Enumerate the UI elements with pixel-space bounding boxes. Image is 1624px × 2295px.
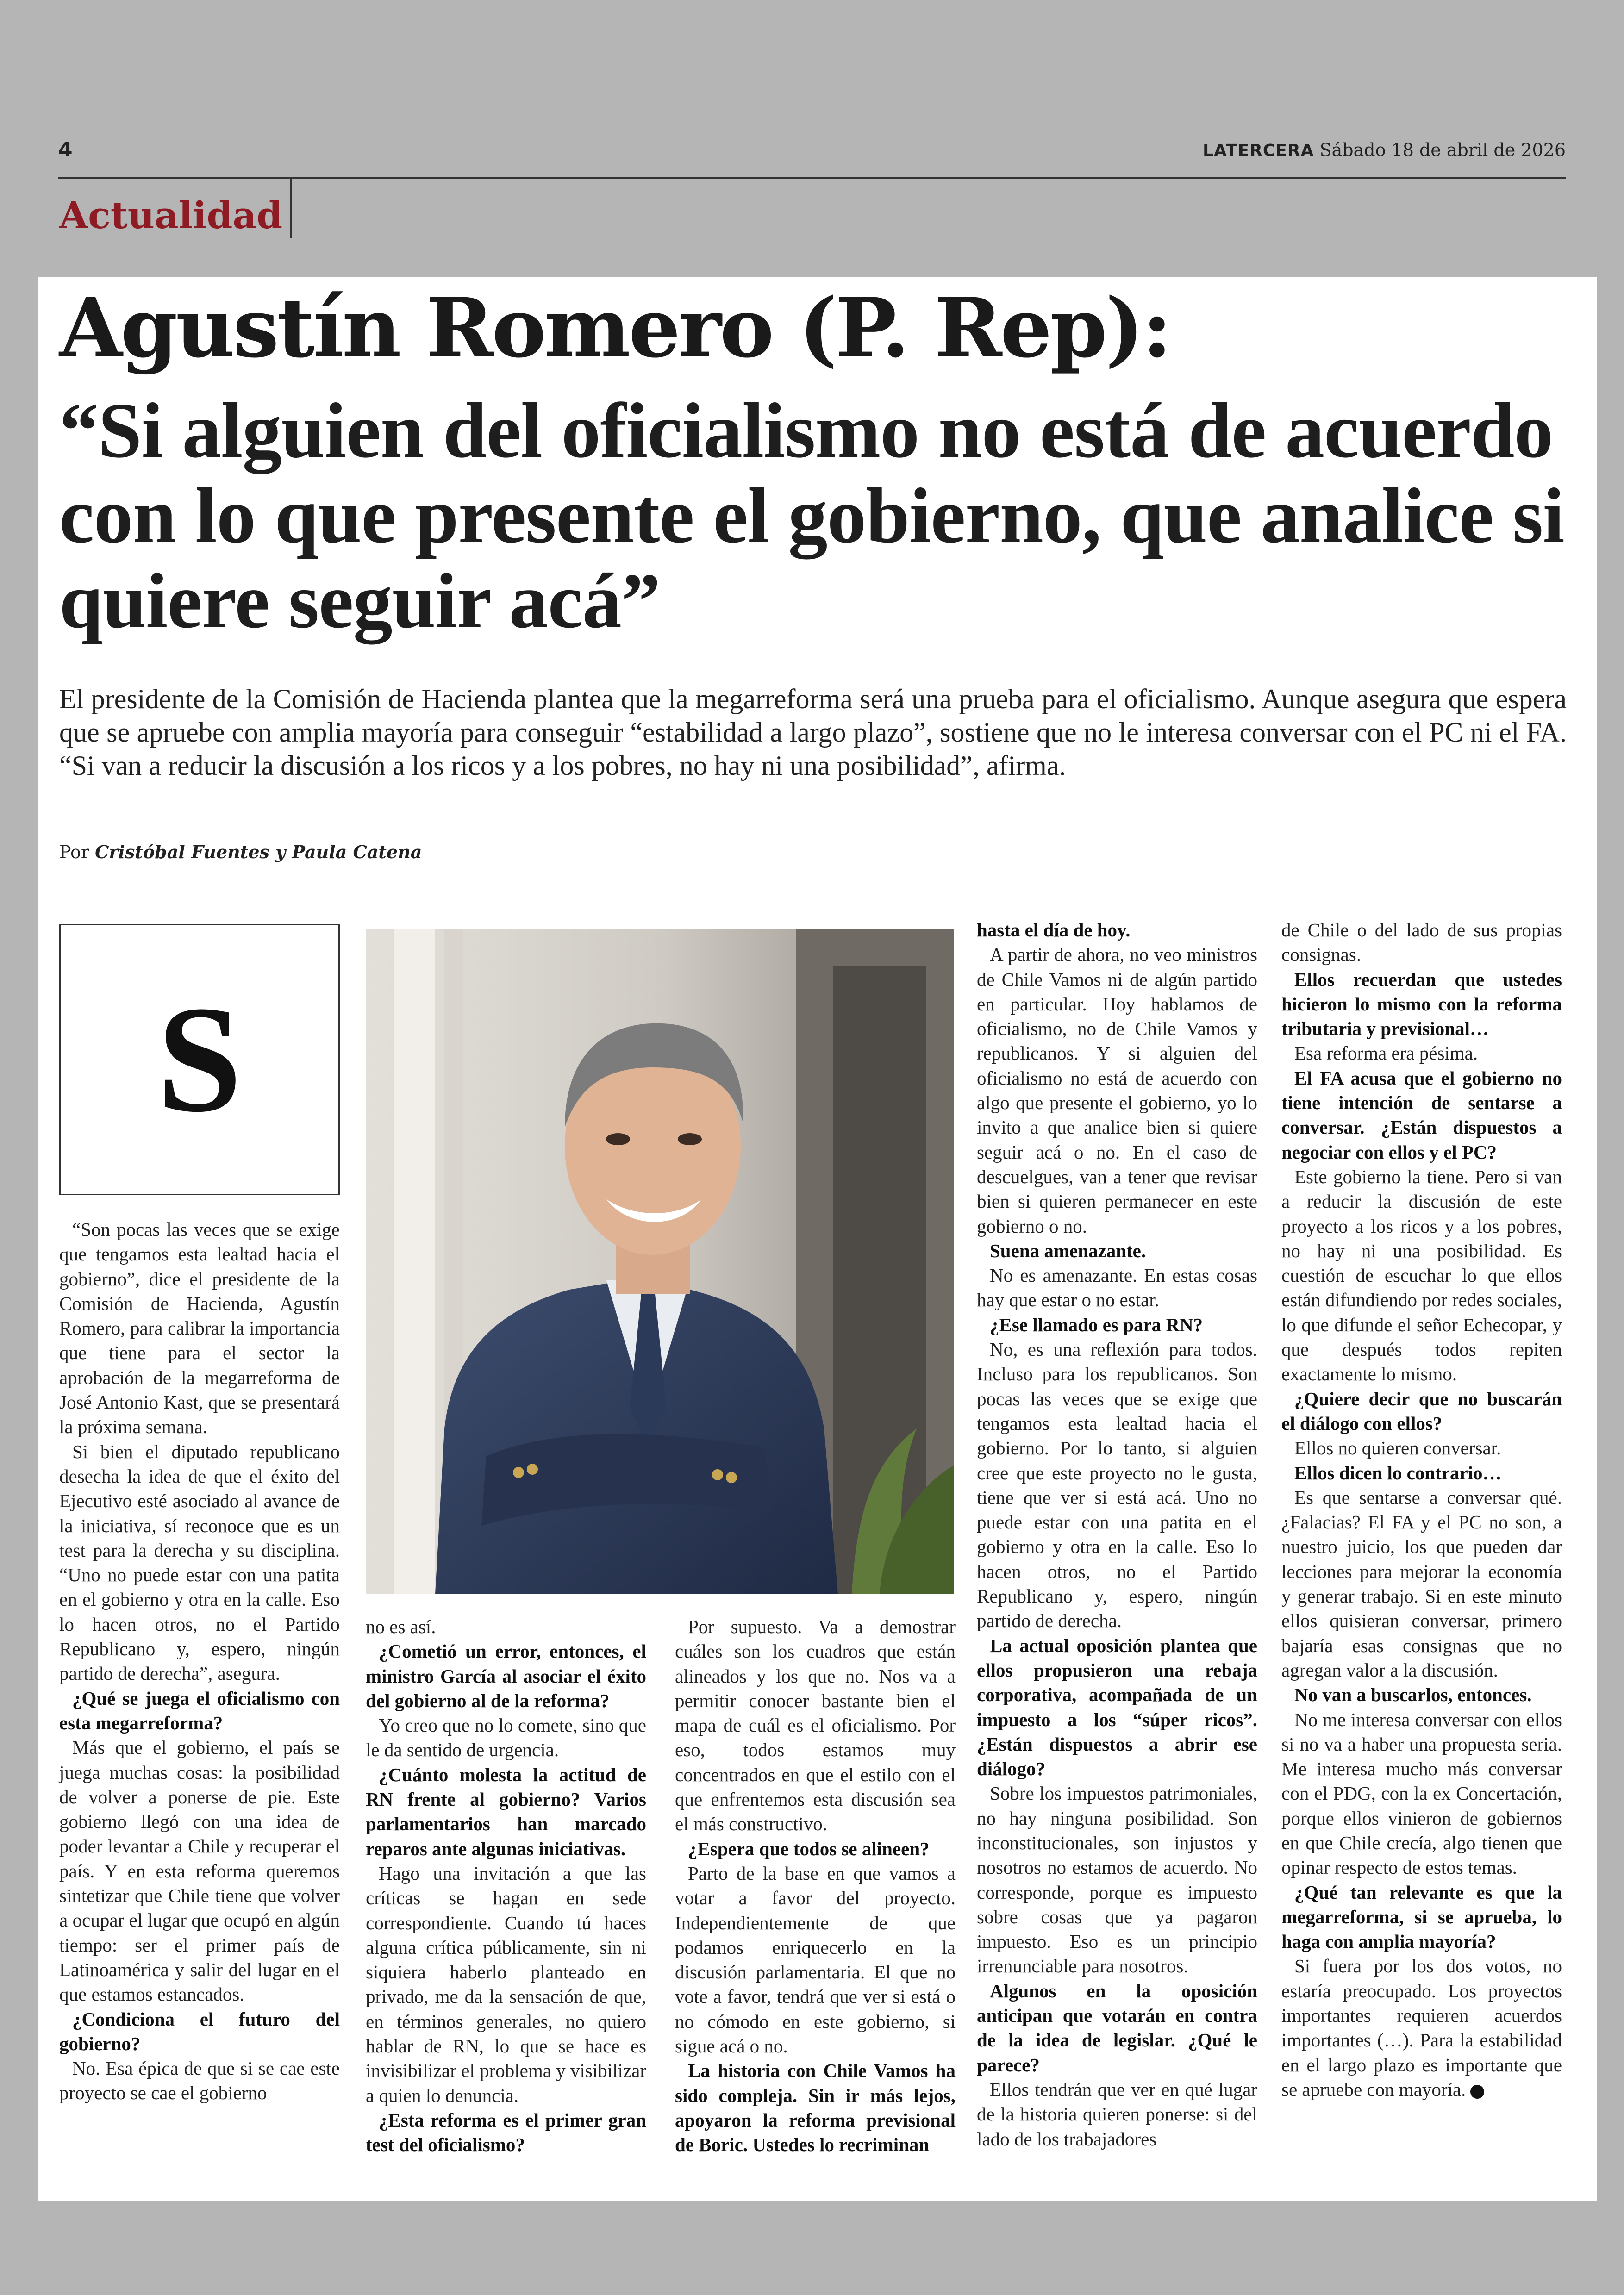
paragraph-text: ¿Quiere decir que no buscarán el diálogo con ellos? xyxy=(1281,1388,1562,1434)
interview-question xyxy=(59,2007,340,2057)
paragraph-text: “Son pocas las veces que se exige que tengamos esta lealtad hacia el gobierno”, dice el presidente de la Comisión de Hacienda, Agustín Romero, para calibrar la importancia que tiene para el sector la aprobación de la megarreforma de José Antonio Kast, que se presentará la próxima semana. xyxy=(59,1219,340,1438)
interview-question xyxy=(1281,1387,1562,1436)
paragraph-text: Si fuera por los dos votos, no estaría preocupado. Los proyectos importantes requieren acuerdos importantes (…). Para la estabilidad en el largo plazo es importante que se apruebe con mayoría. xyxy=(1281,1955,1562,2100)
article-paragraph xyxy=(977,1337,1257,1634)
drop-cap: S xyxy=(157,975,242,1144)
paragraph-text: ¿Esta reforma es el primer gran test del oficialismo? xyxy=(366,2109,646,2156)
paragraph-text: No es amenazante. En estas cosas hay que estar o no estar. xyxy=(977,1265,1257,1311)
paragraph-text: No me interesa conversar con ellos si no va a haber una propuesta seria. Me interesa mucho más conversar con el PDG, con la ex Concertación, porque ellos vinieron de gobiernos en que Chile crecía, algo tienen que opinar respecto de estos temas. xyxy=(1281,1709,1562,1878)
paragraph-text: ¿Cuánto molesta la actitud de RN frente al gobierno? Varios parlamentarios han marcado reparos ante algunas iniciativas. xyxy=(366,1764,646,1859)
paragraph-text: No. Esa épica de que si se cae este proyecto se cae el gobierno xyxy=(59,2058,340,2104)
article-paragraph xyxy=(366,1713,646,1763)
paragraph-text: ¿Qué se juega el oficialismo con esta megarreforma? xyxy=(59,1687,340,1734)
paragraph-text: Suena amenazante. xyxy=(990,1240,1146,1261)
interview-question xyxy=(675,1837,956,1861)
paragraph-text: Yo creo que no lo comete, sino que le da sentido de urgencia. xyxy=(366,1715,646,1761)
masthead xyxy=(1203,140,1566,160)
paragraph-text: Por supuesto. Va a demostrar cuáles son los cuadros que están alineados y los que no. Nos va a permitir conocer bastante bien el mapa de cuál es el oficialismo. Por eso, todos estamos muy concentrados en que el estilo con el que enfrentemos esta discusión sea el más constructivo. xyxy=(675,1616,956,1835)
paragraph-text: Ellos dicen lo contrario… xyxy=(1294,1462,1502,1484)
paragraph-text: no es así. xyxy=(366,1616,436,1637)
paragraph-text: No, es una reflexión para todos. Incluso para los republicanos. Son pocas las veces que se exige que tengamos esta lealtad hacia el gobierno. Por lo tanto, si alguien cree que este proyecto no le gusta, tiene que ver si está acá. Uno no puede estar con una patita en el gobierno y otra en la calle. Eso lo hacen otros, no el Partido Republicano y, espero, ningún partido de derecha. xyxy=(977,1339,1257,1632)
article-column-4 xyxy=(977,918,1257,2152)
interview-question xyxy=(366,1763,646,1861)
interview-question xyxy=(1281,1461,1562,1485)
byline-prefix: Por xyxy=(59,842,90,862)
article-paragraph xyxy=(1281,1485,1562,1683)
paragraph-text: Sobre los impuestos patrimoniales, no hay ninguna posibilidad. Son inconstitucionales, son injustos y nosotros no estamos de acuerdo. No corresponde, porque es impuesto sobre cosas que ya pagaron impuesto. Eso es un principio irrenunciable para nosotros. xyxy=(977,1783,1257,1977)
paragraph-text: Hago una invitación a que las críticas se hagan en sede correspondiente. Cuando tú haces alguna crítica públicamente, sin ni siquiera haberlo planteado en privado, me da la sensación de que, en términos generales, no quiero hablar de RN, lo que se hace es invisibilizar el problema y visibilizar a quien lo denuncia. xyxy=(366,1862,646,2106)
paragraph-text: ¿Espera que todos se alineen? xyxy=(688,1838,930,1859)
article-paragraph xyxy=(1281,1708,1562,1880)
paragraph-text: Algunos en la oposición anticipan que votarán en contra de la idea de legislar. ¿Qué le parece? xyxy=(977,1980,1257,2076)
paragraph-text: ¿Qué tan relevante es que la megarreforma, si se aprueba, lo haga con amplia mayoría? xyxy=(1281,1881,1562,1952)
portrait-photo xyxy=(366,929,954,1594)
paragraph-text: Si bien el diputado republicano desecha la idea de que el éxito del Ejecutivo esté asociado al avance de la iniciativa, sí reconoce que es un test para la derecha y su disciplina. “Uno no puede estar con una patita en el gobierno y otra en la calle. Eso lo hacen otros, no el Partido Republicano y, espero, ningún partido de derecha”, asegura. xyxy=(59,1441,340,1684)
article-paragraph xyxy=(1281,1436,1562,1460)
interview-question xyxy=(977,1979,1257,2077)
article-column-2 xyxy=(366,1615,646,2158)
article-paragraph xyxy=(59,1440,340,1686)
article-paragraph xyxy=(366,1861,646,2108)
article-paragraph xyxy=(1281,1041,1562,1066)
paragraph-text: Más que el gobierno, el país se juega muchas cosas: la posibilidad de volver a ponerse de pie. Este gobierno llegó con una idea de poder levantar a Chile y recuperar el país. Y en esta reforma queremos sintetizar que Chile tiene que volver a ocupar el lugar que ocupó en algún tiempo: ser el primer país de Latinoamérica y salir del lugar en el que estamos estancados. xyxy=(59,1737,340,2005)
article-paragraph xyxy=(977,942,1257,1239)
interview-question xyxy=(675,2058,956,2157)
interview-question xyxy=(1281,1683,1562,1707)
article-paragraph xyxy=(1281,1165,1562,1387)
article-paragraph xyxy=(675,1861,956,2058)
article-column-5 xyxy=(1281,918,1562,2102)
interview-question xyxy=(366,2108,646,2158)
paragraph-text: No van a buscarlos, entonces. xyxy=(1294,1684,1532,1706)
interview-question xyxy=(1281,1880,1562,1954)
paragraph-text: ¿Cometió un error, entonces, el ministro García al asociar el éxito del gobierno al de la reforma? xyxy=(366,1640,646,1711)
interview-question xyxy=(59,1686,340,1736)
section-divider xyxy=(290,179,292,238)
article-paragraph xyxy=(1281,1954,1562,2102)
article-paragraph xyxy=(675,1615,956,1837)
newspaper-brand: LATERCERA xyxy=(1203,141,1314,160)
byline xyxy=(59,842,422,862)
paragraph-text: El FA acusa que el gobierno no tiene intención de sentarse a conversar. ¿Están dispuestos a negociar con ellos y el PC? xyxy=(1281,1067,1562,1163)
article-paragraph xyxy=(977,2077,1257,2152)
article-paragraph xyxy=(59,1735,340,2007)
portrait-illustration xyxy=(366,929,954,1594)
paragraph-text: Parto de la base en que vamos a votar a favor del proyecto. Independientemente de que podamos enriquecerlo en la discusión parlamentaria. El que no vote a favor, tendrá que ver si está o no cómodo en este gobierno, si sigue acá o no. xyxy=(675,1862,956,2057)
paragraph-text: Ellos no quieren conversar. xyxy=(1294,1437,1501,1459)
article-paragraph xyxy=(977,1263,1257,1313)
paragraph-text: Ellos tendrán que ver en qué lugar de la historia quieren ponerse: si del lado de los trabajadores xyxy=(977,2078,1257,2150)
drop-cap-box xyxy=(59,924,340,1195)
article-paragraph xyxy=(59,2056,340,2106)
paragraph-text: Esa reforma era pésima. xyxy=(1294,1042,1478,1064)
paragraph-text: Ellos recuerdan que ustedes hicieron lo mismo con la reforma tributaria y previsional… xyxy=(1281,968,1562,1040)
end-mark xyxy=(1470,2085,1484,2099)
interview-question xyxy=(977,1313,1257,1337)
article-column-3 xyxy=(675,1615,956,2158)
article-column-1 xyxy=(59,1217,340,2106)
headline: Agustín Romero (P. Rep): xyxy=(59,280,1170,376)
interview-question xyxy=(977,1634,1257,1782)
article-paragraph xyxy=(366,1615,646,1639)
interview-question xyxy=(366,1639,646,1713)
paragraph-text: Este gobierno la tiene. Pero si van a reducir la discusión de este proyecto a los ricos y a los pobres, no hay ni una posibilidad. Es cuestión de escuchar lo que ellos están difundiendo por redes sociales, lo que difunde el señor Echecopar, y que después todos repiten exactamente lo mismo. xyxy=(1281,1166,1562,1385)
article-paragraph xyxy=(1281,918,1562,967)
interview-question xyxy=(977,1239,1257,1263)
header-rule xyxy=(58,177,1566,179)
paragraph-text: hasta el día de hoy. xyxy=(977,919,1131,941)
interview-question xyxy=(1281,1066,1562,1165)
interview-question xyxy=(977,918,1257,942)
paragraph-text: A partir de ahora, no veo ministros de Chile Vamos ni de algún partido en particular. Hoy hablamos de oficialismo, no de Chile Vamos y republicanos. Y si alguien del oficialismo no está de acuerdo con algo que presente el gobierno, yo lo invito a que analice bien si quiere seguir acá o no. En el caso de descuelgues, van a tener que revisar bien si quieren permanecer en este gobierno o no. xyxy=(977,944,1257,1237)
paragraph-text: Es que sentarse a conversar qué. ¿Falacias? El FA y el PC no son, a nuestro juicio, los que pueden dar lecciones para mejorar la economía y generar trabajo. Si en este minuto ellos quisieran conversar, primero bajaría esas consignas que no agregan valor a la discusión. xyxy=(1281,1486,1562,1681)
headline-quote: “Si alguien del oficialismo no está de acuerdo con lo que presente el gobierno, que analice si quiere seguir acá” xyxy=(59,387,1564,644)
paragraph-text: ¿Condiciona el futuro del gobierno? xyxy=(59,2008,340,2054)
section-label: Actualidad xyxy=(59,193,283,237)
paragraph-text: La historia con Chile Vamos ha sido compleja. Sin ir más lejos, apoyaron la reforma previsional de Boric. Ustedes lo recriminan xyxy=(675,2060,956,2156)
paragraph-text: ¿Ese llamado es para RN? xyxy=(990,1314,1203,1335)
page-number: 4 xyxy=(58,138,73,162)
interview-question xyxy=(1281,967,1562,1041)
paragraph-text: La actual oposición plantea que ellos propusieron una rebaja corporativa, acompañada de un impuesto a los “súper ricos”. ¿Están dispuestos a abrir ese diálogo? xyxy=(977,1634,1257,1780)
paragraph-text: de Chile o del lado de sus propias consignas. xyxy=(1281,919,1562,966)
article-deck: El presidente de la Comisión de Hacienda plantea que la megarreforma será una prueba para el oficialismo. Aunque asegura que espera que se apruebe con amplia mayoría para conseguir “estabilidad a largo plazo”, sostiene que no le interesa conversar con el PC ni el FA. “Si van a reducir la discusión a los ricos y a los pobres, no hay ni una posibilidad”, afirma. xyxy=(59,684,1567,781)
byline-names: Cristóbal Fuentes y Paula Catena xyxy=(95,842,422,862)
article-paragraph xyxy=(977,1781,1257,1978)
issue-date: Sábado 18 de abril de 2026 xyxy=(1319,140,1566,160)
article-paragraph xyxy=(59,1217,340,1440)
